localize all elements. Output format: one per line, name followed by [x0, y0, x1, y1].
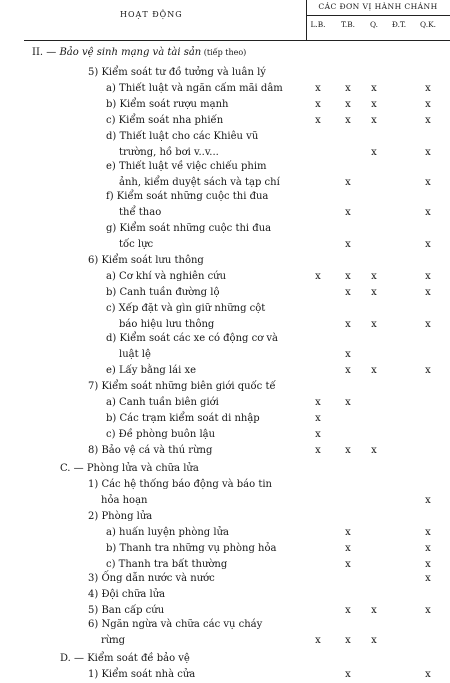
table-row: [0, 46, 450, 60]
row-text: [32, 46, 246, 60]
cell-mark-q: x: [371, 635, 377, 646]
table-row: [0, 542, 450, 556]
cell-mark-tb: x: [345, 349, 351, 360]
table-row: [0, 286, 450, 300]
row-text: trường, hồ bơi v..v...: [119, 147, 219, 158]
cell-mark-qk: x: [425, 147, 431, 158]
cell-mark-tb: x: [345, 99, 351, 110]
table-row: [0, 254, 450, 268]
table-row: [0, 364, 450, 378]
cell-mark-tb: x: [345, 365, 351, 376]
cell-mark-lb: x: [315, 429, 321, 440]
table-row: [0, 190, 450, 204]
table-row: [0, 98, 450, 112]
row-text: a) Canh tuần biên giới: [106, 397, 219, 408]
table-row: [0, 634, 450, 648]
cell-mark-qk: x: [425, 207, 431, 218]
table-row: [0, 572, 450, 586]
cell-mark-q: x: [371, 319, 377, 330]
cell-mark-lb: x: [315, 115, 321, 126]
row-text: c) Đề phòng buôn lậu: [106, 429, 216, 440]
section-note: (tiếp theo): [201, 48, 247, 57]
table-row: [0, 588, 450, 602]
row-text: 5) Ban cấp cứu: [88, 605, 165, 616]
cell-mark-qk: x: [425, 177, 431, 188]
table-row: [0, 332, 450, 346]
row-text: 4) Đội chữa lửa: [88, 589, 166, 600]
cell-mark-q: x: [371, 287, 377, 298]
cell-mark-lb: x: [315, 83, 321, 94]
cell-mark-tb: x: [345, 559, 351, 570]
cell-mark-qk: x: [425, 365, 431, 376]
cell-mark-qk: x: [425, 99, 431, 110]
row-text: b) Các trạm kiểm soát di nhập: [106, 413, 260, 424]
table-row: [0, 526, 450, 540]
cell-mark-lb: x: [315, 445, 321, 456]
row-text: a) huấn luyện phòng lửa: [106, 527, 229, 538]
activity-column-title: HOẠT ĐỘNG: [120, 10, 183, 19]
cell-mark-q: x: [371, 99, 377, 110]
row-text: c) Kiểm soát nha phiến: [106, 115, 224, 126]
table-row: [0, 510, 450, 524]
row-text: b) Kiểm soát rượu mạnh: [106, 99, 229, 110]
cell-mark-tb: x: [345, 445, 351, 456]
table-row: [0, 652, 450, 666]
row-text: tốc lực: [119, 239, 154, 250]
row-text: e) Lấy bằng lái xe: [106, 365, 197, 376]
row-text: thể thao: [119, 207, 162, 218]
column-head-q: Q.: [369, 20, 379, 29]
cell-mark-lb: x: [315, 397, 321, 408]
row-text: 3) Ống dẫn nước và nước: [88, 573, 215, 584]
admin-units-title: CÁC ĐƠN VỊ HÀNH CHÁNH: [318, 2, 438, 11]
table-row: [0, 478, 450, 492]
table-row: [0, 206, 450, 220]
cell-mark-qk: x: [425, 239, 431, 250]
table-row: [0, 270, 450, 284]
table-row: [0, 494, 450, 508]
row-text: 8) Bảo vệ cá và thú rừng: [88, 445, 213, 456]
table-row: [0, 462, 450, 476]
cell-mark-qk: x: [425, 605, 431, 616]
cell-mark-qk: x: [425, 669, 431, 680]
table-row: [0, 428, 450, 442]
row-text: 6) Kiểm soát lưu thông: [88, 255, 204, 266]
column-head-tb: T.B.: [341, 20, 355, 29]
cell-mark-qk: x: [425, 319, 431, 330]
cell-mark-tb: x: [345, 115, 351, 126]
cell-mark-q: x: [371, 605, 377, 616]
row-text: c) Thanh tra bất thường: [106, 559, 228, 570]
column-head-dt: Đ.T.: [391, 20, 407, 29]
table-row: [0, 130, 450, 144]
table-header: [0, 0, 450, 34]
cell-mark-qk: x: [425, 573, 431, 584]
cell-mark-lb: x: [315, 635, 321, 646]
cell-mark-q: x: [371, 445, 377, 456]
table-row: [0, 380, 450, 394]
cell-mark-tb: x: [345, 543, 351, 554]
cell-mark-qk: x: [425, 495, 431, 506]
row-text: f) Kiểm soát những cuộc thi đua: [106, 191, 269, 202]
row-text: rừng: [101, 635, 126, 646]
table-row: [0, 176, 450, 190]
header-bottom-rule: [24, 40, 450, 41]
cell-mark-lb: x: [315, 99, 321, 110]
table-row: [0, 348, 450, 362]
table-row: [0, 618, 450, 632]
row-text: 5) Kiểm soát tư đồ tưởng và luân lý: [88, 67, 266, 78]
cell-mark-qk: x: [425, 287, 431, 298]
table-row: [0, 444, 450, 458]
cell-mark-tb: x: [345, 239, 351, 250]
row-text: C. — Phòng lửa và chữa lửa: [60, 463, 199, 474]
cell-mark-q: x: [371, 365, 377, 376]
table-row: [0, 238, 450, 252]
cell-mark-q: x: [371, 147, 377, 158]
row-text: 1) Kiểm soát nhà cửa: [88, 669, 196, 680]
row-text: c) Xếp đặt và gìn giữ những cột: [106, 303, 266, 314]
table-row: [0, 558, 450, 572]
cell-mark-qk: x: [425, 115, 431, 126]
row-text: D. — Kiểm soát đề bảo vệ: [60, 653, 190, 664]
cell-mark-tb: x: [345, 635, 351, 646]
row-text: ảnh, kiểm duyệt sách và tạp chí: [119, 177, 280, 188]
cell-mark-q: x: [371, 83, 377, 94]
row-text: g) Kiểm soát những cuộc thi đua: [106, 223, 272, 234]
row-text: 1) Các hệ thống báo động và báo tin: [88, 479, 272, 490]
cell-mark-tb: x: [345, 287, 351, 298]
table-row: [0, 668, 450, 682]
section-number: II. —: [32, 47, 60, 58]
cell-mark-lb: x: [315, 413, 321, 424]
table-row: [0, 396, 450, 410]
cell-mark-qk: x: [425, 543, 431, 554]
table-row: [0, 160, 450, 174]
cell-mark-tb: x: [345, 177, 351, 188]
header-group-rule: [307, 15, 450, 16]
table-row: [0, 318, 450, 332]
row-text: b) Thanh tra những vụ phòng hỏa: [106, 543, 277, 554]
row-text: 6) Ngăn ngừa và chữa các vụ cháy: [88, 619, 263, 630]
row-text: 2) Phòng lửa: [88, 511, 153, 522]
cell-mark-q: x: [371, 271, 377, 282]
row-text: d) Thiết luật cho các Khiêu vũ: [106, 131, 259, 142]
cell-mark-qk: x: [425, 559, 431, 570]
column-head-qk: Q.K.: [420, 20, 436, 29]
table-row: [0, 66, 450, 80]
row-text: b) Canh tuần đường lộ: [106, 287, 220, 298]
cell-mark-lb: x: [315, 271, 321, 282]
cell-mark-tb: x: [345, 83, 351, 94]
cell-mark-tb: x: [345, 319, 351, 330]
row-text: luật lệ: [119, 349, 151, 360]
cell-mark-tb: x: [345, 605, 351, 616]
cell-mark-q: x: [371, 115, 377, 126]
section-title: Bảo vệ sinh mạng và tài sản: [59, 47, 202, 58]
row-text: báo hiệu lưu thông: [119, 319, 215, 330]
table-row: [0, 604, 450, 618]
table-row: [0, 82, 450, 96]
row-text: d) Kiểm soát các xe có động cơ và: [106, 333, 279, 344]
cell-mark-qk: x: [425, 527, 431, 538]
cell-mark-qk: x: [425, 271, 431, 282]
column-head-lb: L.B.: [310, 20, 326, 29]
row-text: a) Cơ khí và nghiên cứu: [106, 271, 227, 282]
row-text: 7) Kiểm soát những biên giới quốc tế: [88, 381, 276, 392]
cell-mark-tb: x: [345, 669, 351, 680]
cell-mark-tb: x: [345, 207, 351, 218]
row-text: hỏa hoạn: [101, 495, 148, 506]
row-text: e) Thiết luật về việc chiếu phim: [106, 161, 267, 172]
cell-mark-tb: x: [345, 271, 351, 282]
table-row: [0, 146, 450, 160]
table-row: [0, 222, 450, 236]
table-row: [0, 412, 450, 426]
table-row: [0, 114, 450, 128]
row-text: a) Thiết luật và ngăn cấm mãi dâm: [106, 83, 283, 94]
cell-mark-tb: x: [345, 527, 351, 538]
table-row: [0, 302, 450, 316]
cell-mark-qk: x: [425, 83, 431, 94]
cell-mark-tb: x: [345, 397, 351, 408]
